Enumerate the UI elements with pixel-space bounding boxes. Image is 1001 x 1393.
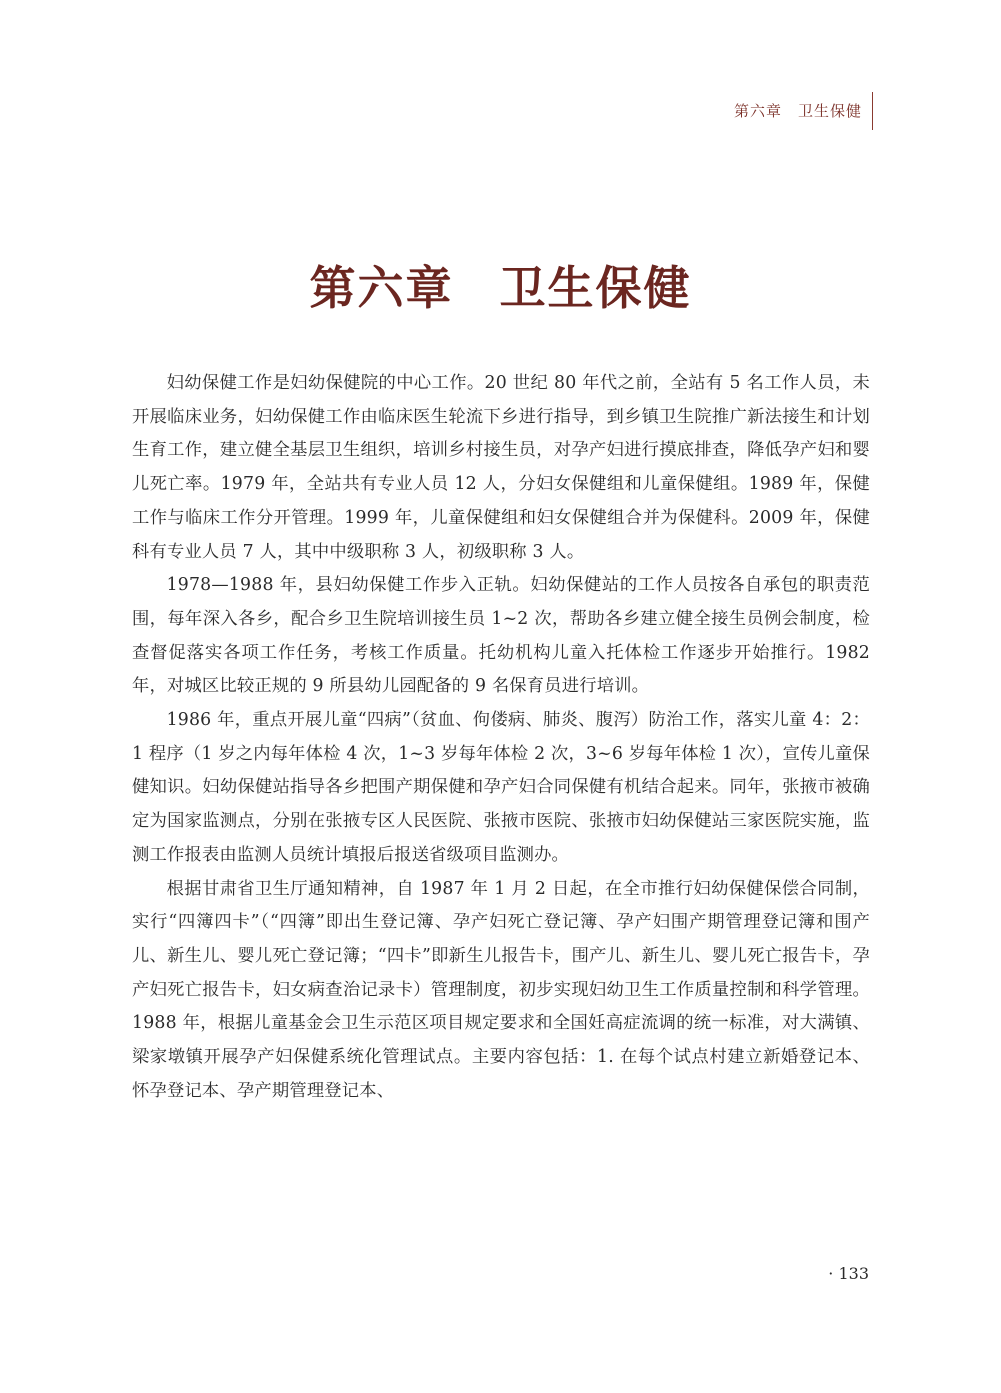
paragraph-2: 1978—1988 年，县妇幼保健工作步入正轨。妇幼保健站的工作人员按各自承包的职责范围，每年深入各乡，配合乡卫生院培训接生员 1~2 次，帮助各乡建立健全接生员例会制度，检查督促落实各项工作任务，考核工作质量。托幼机构儿童入托体检工作逐步开始推行。1982 年，对城区比较正规的 9 所县幼儿园配备的 9 名保育员进行培训。: [132, 575, 870, 697]
chapter-title-label: 第六章: [309, 261, 454, 315]
header-divider: [872, 92, 873, 130]
running-header-chapter-label: 第六章: [733, 102, 782, 120]
body-text: [132, 367, 870, 1108]
chapter-title: [0, 252, 1001, 318]
running-header-chapter-name: 卫生保健: [797, 102, 862, 120]
chapter-title-name: 卫生保健: [499, 261, 692, 315]
paragraph-3: 1986 年，重点开展儿童“四病”（贫血、佝偻病、肺炎、腹泻）防治工作，落实儿童 4：2：1 程序（1 岁之内每年体检 4 次，1~3 岁每年体检 2 次，3~6 岁每年体检 1 次），宣传儿童保健知识。妇幼保健站指导各乡把围产期保健和孕产妇合同保健有机结合起来。同年，张掖市被确定为国家监测点，分别在张掖专区人民医院、张掖市医院、张掖市妇幼保健站三家医院实施，监测工作报表由监测人员统计填报后报送省级项目监测办。: [132, 710, 870, 865]
paragraph-1: 妇幼保健工作是妇幼保健院的中心工作。20 世纪 80 年代之前，全站有 5 名工作人员，未开展临床业务，妇幼保健工作由临床医生轮流下乡进行指导，到乡镇卫生院推广新法接生和计划生育工作，建立健全基层卫生组织，培训乡村接生员，对孕产妇进行摸底排查，降低孕产妇和婴儿死亡率。1979 年，全站共有专业人员 12 人，分妇女保健组和儿童保健组。1989 年，保健工作与临床工作分开管理。1999 年，儿童保健组和妇女保健组合并为保健科。2009 年，保健科有专业人员 7 人，其中中级职称 3 人，初级职称 3 人。: [132, 373, 870, 562]
running-header: [734, 100, 862, 121]
paragraph-4: 根据甘肃省卫生厅通知精神，自 1987 年 1 月 2 日起，在全市推行妇幼保健保偿合同制，实行“四簿四卡”（“四簿”即出生登记簿、孕产妇死亡登记簿、孕产妇围产期管理登记簿和围产儿、新生儿、婴儿死亡登记簿；“四卡”即新生儿报告卡，围产儿、新生儿、婴儿死亡报告卡，孕产妇死亡报告卡，妇女病查治记录卡）管理制度，初步实现妇幼卫生工作质量控制和科学管理。1988 年，根据儿童基金会卫生示范区项目规定要求和全国妊高症流调的统一标准，对大满镇、梁家墩镇开展孕产妇保健系统化管理试点。主要内容包括：1. 在每个试点村建立新婚登记本、怀孕登记本、孕产期管理登记本、: [132, 878, 870, 1101]
page-number: · 133: [828, 1264, 869, 1283]
